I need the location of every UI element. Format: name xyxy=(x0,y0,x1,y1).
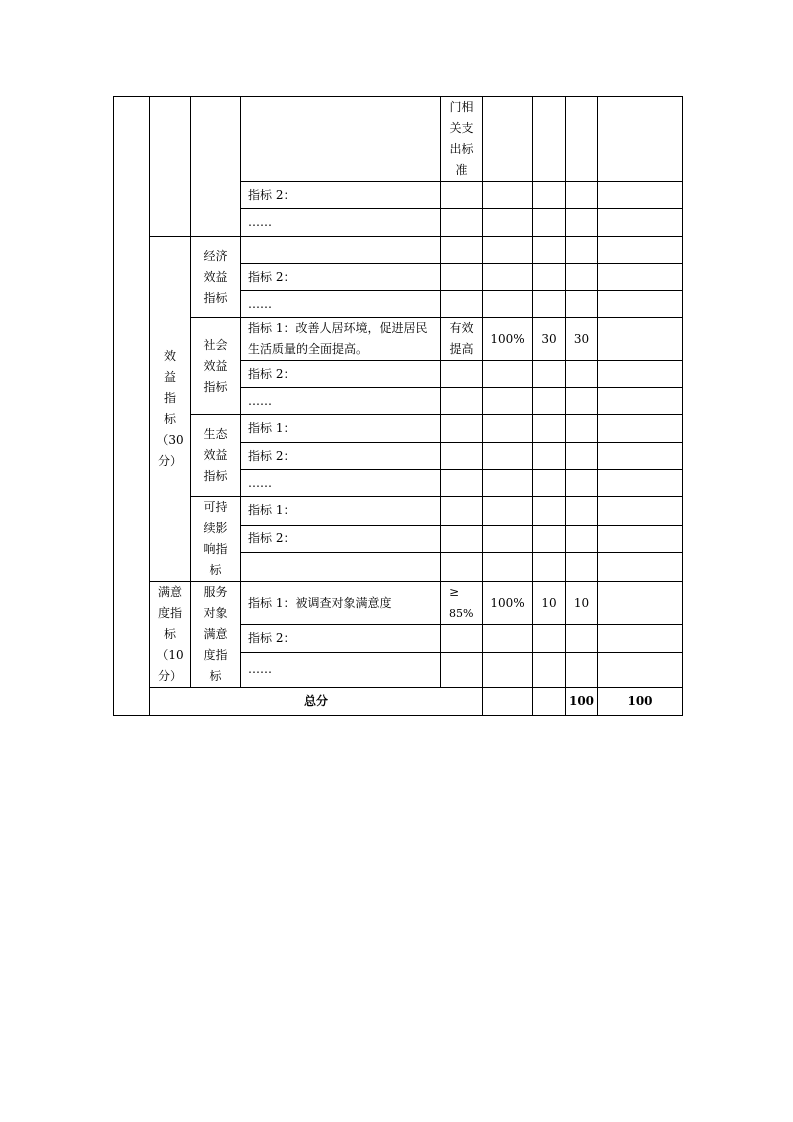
category-line: 分） xyxy=(157,669,182,683)
sub-line: 满意 xyxy=(203,627,228,641)
weight-cell xyxy=(533,97,566,182)
target-line: ≥ xyxy=(449,585,460,600)
indicator-name-cell: 指标 2： xyxy=(241,625,441,652)
indicator-name-cell: 指标 2： xyxy=(241,264,441,291)
indicator-name-cell xyxy=(241,553,441,582)
category-line: （30 xyxy=(156,433,184,447)
total-weight: 100 xyxy=(566,688,598,716)
indicator-name-cell: …… xyxy=(241,652,441,687)
standard-line: 门相 xyxy=(449,100,474,114)
category-line: 度指 xyxy=(157,606,182,620)
score-cell: 10 xyxy=(566,582,598,625)
target-cell xyxy=(441,318,483,361)
score-cell xyxy=(566,97,598,182)
weight-cell: 10 xyxy=(533,582,566,625)
target-line: 85% xyxy=(449,607,474,621)
indicator-name-cell: …… xyxy=(241,470,441,497)
sub-line: 效益 xyxy=(203,448,228,462)
actual-cell xyxy=(483,97,533,182)
sub-line: 生态 xyxy=(203,427,228,441)
actual-cell: 100% xyxy=(483,582,533,625)
category-line: 益 xyxy=(163,370,176,384)
indicator-name-cell: 指标 2： xyxy=(241,182,441,209)
weight-cell: 30 xyxy=(533,318,566,361)
sub-line: 指标 xyxy=(203,469,228,483)
category-line: 分） xyxy=(157,454,182,468)
indicator-name-cell: 指标 1： xyxy=(241,415,441,443)
sub-line: 可持 xyxy=(203,500,228,514)
sub-line: 对象 xyxy=(203,606,228,620)
sub-line: 经济 xyxy=(203,248,228,263)
standard-line: 出标 xyxy=(449,142,474,156)
category-line: （10 xyxy=(156,648,184,662)
sub-line: 标 xyxy=(209,669,222,683)
indicator-name-cell: …… xyxy=(241,209,441,237)
indicator-name-cell: 指标 2： xyxy=(241,525,441,553)
category-line: 标 xyxy=(163,412,176,426)
indicator-name-cell: 指标 2： xyxy=(241,443,441,470)
table-row xyxy=(114,237,683,264)
target-cell xyxy=(441,582,483,625)
sub-line: 指标 xyxy=(203,379,228,394)
indicator-name-cell xyxy=(241,97,441,182)
economic-subcategory-cell xyxy=(191,237,241,318)
indicator-name-cell: …… xyxy=(241,388,441,415)
sub-line: 指标 xyxy=(203,290,228,305)
sustainable-subcategory-cell xyxy=(191,497,241,582)
satisfaction-category-cell xyxy=(150,582,191,688)
sub-line: 度指 xyxy=(203,648,228,662)
table-row xyxy=(114,415,683,443)
standard-cell xyxy=(441,97,483,182)
indicator-name-cell: 指标 1：改善人居环境，促进居民生活质量的全面提高。 xyxy=(241,318,441,361)
satisfaction-subcategory-cell xyxy=(191,582,241,688)
sub-line: 续影 xyxy=(203,521,228,535)
table-row xyxy=(114,318,683,361)
score-cell: 30 xyxy=(566,318,598,361)
indicator-name-cell: 指标 1：被调查对象满意度 xyxy=(241,582,441,625)
standard-line: 准 xyxy=(455,163,468,177)
indicator-name-cell: …… xyxy=(241,291,441,318)
reason-cell xyxy=(598,97,683,182)
table-row xyxy=(114,582,683,625)
actual-cell: 100% xyxy=(483,318,533,361)
table-row xyxy=(114,497,683,526)
total-row xyxy=(114,688,683,716)
social-subcategory-cell xyxy=(191,318,241,415)
benefit-category-cell xyxy=(150,237,191,582)
sub-line: 社会 xyxy=(203,337,228,352)
category-cell-continued xyxy=(150,97,191,237)
ecological-subcategory-cell xyxy=(191,415,241,497)
target-line: 提高 xyxy=(449,342,474,356)
total-score: 100 xyxy=(598,688,683,716)
table-row xyxy=(114,97,683,182)
sub-line: 响指 xyxy=(203,542,228,556)
sub-line: 效益 xyxy=(203,269,228,284)
sub-line: 效益 xyxy=(203,358,228,373)
category-line: 满意 xyxy=(157,585,182,599)
category-line: 效 xyxy=(163,349,176,363)
indicator-name-cell: 指标 2： xyxy=(241,361,441,388)
sub-line: 标 xyxy=(209,563,222,577)
total-label: 总分 xyxy=(150,688,483,716)
indicator-name-cell xyxy=(241,237,441,264)
performance-table xyxy=(113,96,683,716)
category-line: 指 xyxy=(163,391,176,405)
sub-line: 服务 xyxy=(203,585,228,599)
indicator-name-cell: 指标 1： xyxy=(241,497,441,526)
outer-category-cell xyxy=(114,97,150,716)
target-line: 有效 xyxy=(449,321,474,335)
category-line: 标 xyxy=(163,627,176,641)
standard-line: 关支 xyxy=(449,121,474,135)
subcategory-cell-continued xyxy=(191,97,241,237)
